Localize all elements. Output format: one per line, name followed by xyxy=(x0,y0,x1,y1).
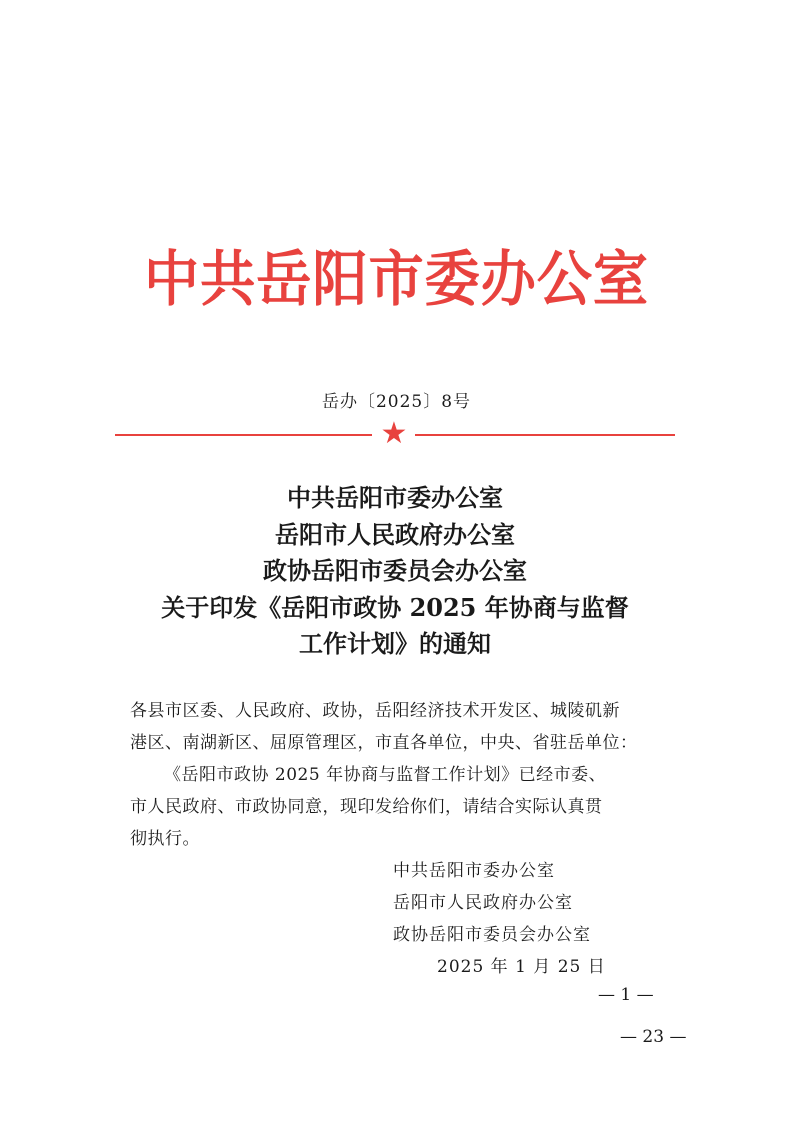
notice-title-line: 工作计划》的通知 xyxy=(299,629,491,658)
separator-line-left xyxy=(115,434,372,436)
issuer-header-title: 中共岳阳市委办公室 xyxy=(143,245,650,315)
signature-issuer: 中共岳阳市委办公室 xyxy=(393,861,555,881)
notice-title-line: 岳阳市人民政府办公室 xyxy=(275,519,515,549)
notice-body xyxy=(130,695,675,855)
signature-issuer: 政协岳阳市委员会办公室 xyxy=(393,925,591,945)
document-number: 岳办〔2025〕8号 xyxy=(321,392,472,412)
star-icon: ★ xyxy=(380,416,408,451)
notice-title-line: 政协岳阳市委员会办公室 xyxy=(263,556,527,585)
separator-line-right xyxy=(415,434,675,436)
addressee-line: 港区、南湖新区、屈原管理区，市直各单位，中央、省驻岳单位： xyxy=(130,733,638,753)
signature-block xyxy=(393,855,606,983)
content-line: 市人民政府、市政协同意，现印发给你们，请结合实际认真贯 xyxy=(130,797,603,817)
red-separator xyxy=(115,416,675,451)
page-number: — 1 — xyxy=(598,985,654,1005)
notice-title-line: 关于印发《岳阳市政协 2025 年协商与监督 xyxy=(161,592,629,622)
content-line: 《岳阳市政协 2025 年协商与监督工作计划》已经市委、 xyxy=(164,765,607,785)
notice-title-line: 中共岳阳市委办公室 xyxy=(287,483,503,512)
notice-title xyxy=(100,480,690,663)
signature-date: 2025 年 1 月 25 日 xyxy=(437,957,606,977)
signature-issuer: 岳阳市人民政府办公室 xyxy=(393,893,573,913)
page-number-total: — 23 — xyxy=(620,1027,687,1047)
addressee-line: 各县市区委、人民政府、政协，岳阳经济技术开发区、城陵矶新 xyxy=(130,701,620,721)
content-line: 彻执行。 xyxy=(130,829,200,849)
